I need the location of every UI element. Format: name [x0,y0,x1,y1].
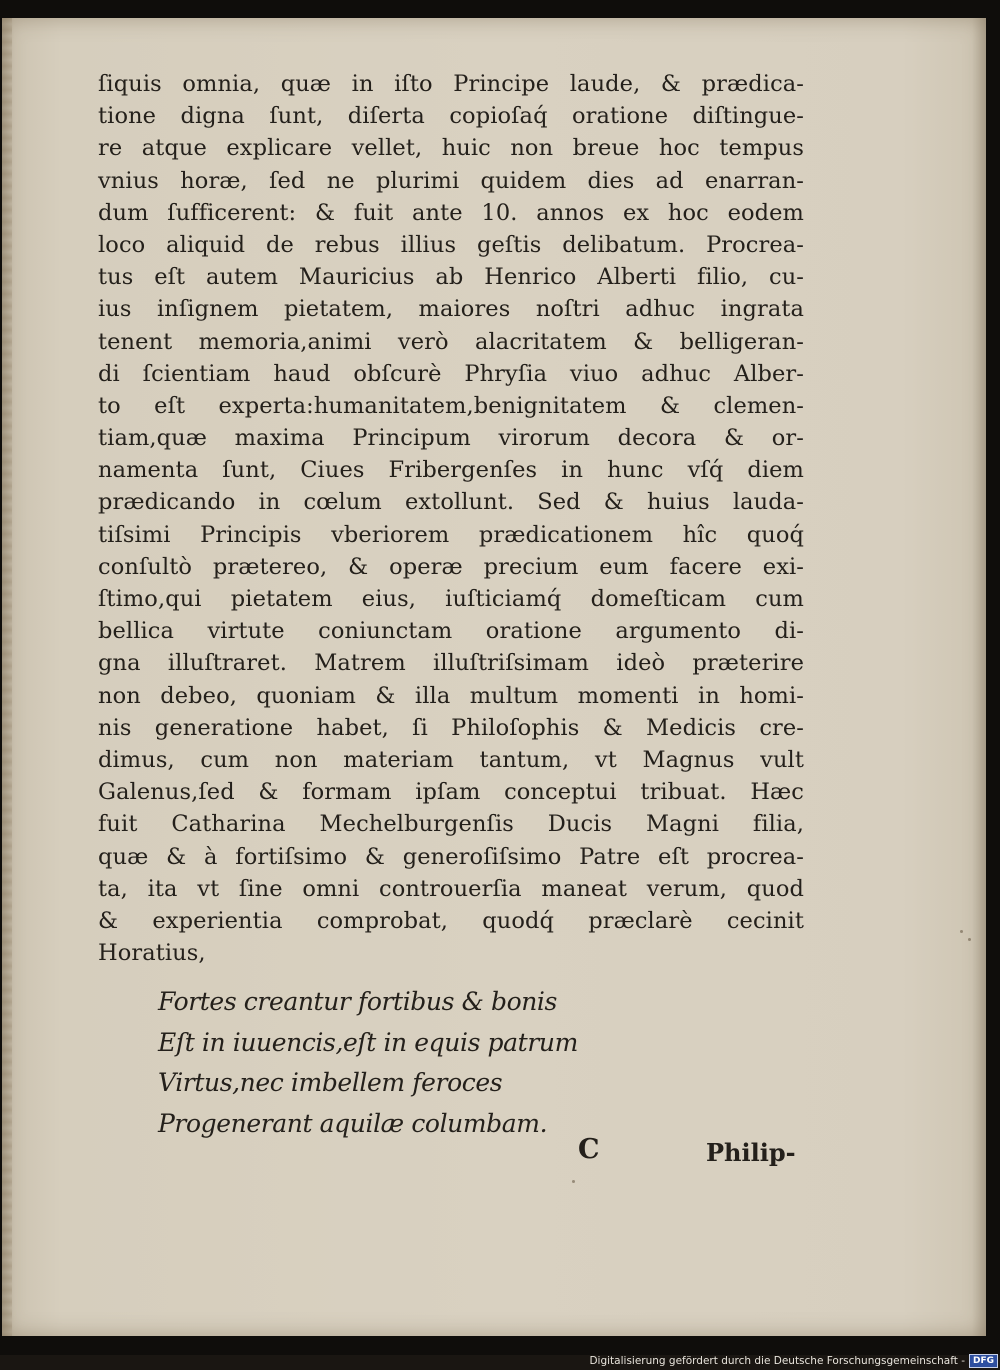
body-line: ſtimo,qui pietatem eius, iuſticiamq́ domeſticam cum [98,586,804,612]
body-text [98,68,804,969]
body-line: ſiquis omnia, quæ in iſto Principe laude, & prædica- [98,71,804,97]
verse-line: Eſt in iuuencis,eſt in equis patrum [158,1027,578,1057]
funding-text: Digitalisierung gefördert durch die Deutsche Forschungsgemeinschaft - [589,1355,965,1367]
body-line: namenta ſunt, Ciues Fribergenſes in hunc vſq́ diem [98,457,804,484]
funding-footer [589,1354,998,1368]
body-line: tiam,quæ maxima Principum virorum decora & or- [98,425,804,452]
body-line: bellica virtute coniunctam oratione argumento di- [98,618,804,645]
body-line: Horatius, [98,940,206,967]
body-line: quæ & à fortiſsimo & generoſiſsimo Patre eſt procrea- [98,843,804,870]
body-line: re atque explicare vellet, huic non breue hoc tempus [98,135,804,162]
body-line: tus eſt autem Mauricius ab Henrico Alberti filio, cu- [98,264,804,291]
dfg-logo: DFG [969,1354,998,1368]
body-line: & experientia comprobat, quodq́ præclarè cecinit [98,907,804,934]
body-line: Galenus,ſed & formam ipſam conceptui tribuat. Hæc [98,779,804,806]
body-line: tiſsimi Principis vberiorem prædicationem hîc quoq́ [98,521,804,548]
verse-line: Progenerant aquilæ columbam. [158,1108,548,1138]
body-line: gna illuſtraret. Matrem illuſtriſsimam ideò præterire [98,650,804,677]
body-line: ta, ita vt ſine omni controuerſia maneat verum, quod [98,875,804,902]
body-line: non debeo, quoniam & illa multum momenti in homi- [98,682,804,709]
paper-speck [572,1180,575,1183]
body-line: prædicando in cœlum extollunt. Sed & huius lauda- [98,489,804,516]
body-line: nis generatione habet, ſi Philoſophis & Medicis cre- [98,714,804,741]
body-line: di ſcientiam haud obſcurè Phryſia viuo adhuc Alber- [98,360,804,387]
verse-line: Virtus,nec imbellem feroces [158,1068,503,1097]
verse-line: Fortes creantur fortibus & bonis [158,987,557,1016]
body-line: tenent memoria,animi verò alacritatem & belligeran- [98,328,804,355]
catchword: Philip- [706,1138,796,1167]
signature-mark: C [578,1134,600,1165]
paper-speck [968,938,971,941]
body-line: tione digna ſunt, diſerta copioſaq́ oratione diſtingue- [98,103,804,130]
body-line: ius inſignem pietatem, maiores noſtri adhuc ingrata [98,296,804,323]
horace-verse [158,982,718,1144]
body-line: dum ſufficerent: & fuit ante 10. annos ex hoc eodem [98,199,804,226]
paper-speck [960,930,963,933]
body-line: loco aliquid de rebus illius geſtis delibatum. Procrea- [98,231,804,258]
body-line: fuit Catharina Mechelburgenſis Ducis Magni filia, [98,811,804,838]
body-line: vnius horæ, ſed ne plurimi quidem dies ad enarran- [98,167,804,194]
body-line: to eſt experta:humanitatem,benignitatem & clemen- [98,392,804,419]
body-line: dimus, cum non materiam tantum, vt Magnus vult [98,746,804,773]
body-line: conſultò prætereo, & operæ precium eum facere exi- [98,553,804,580]
page-edge [2,18,12,1336]
